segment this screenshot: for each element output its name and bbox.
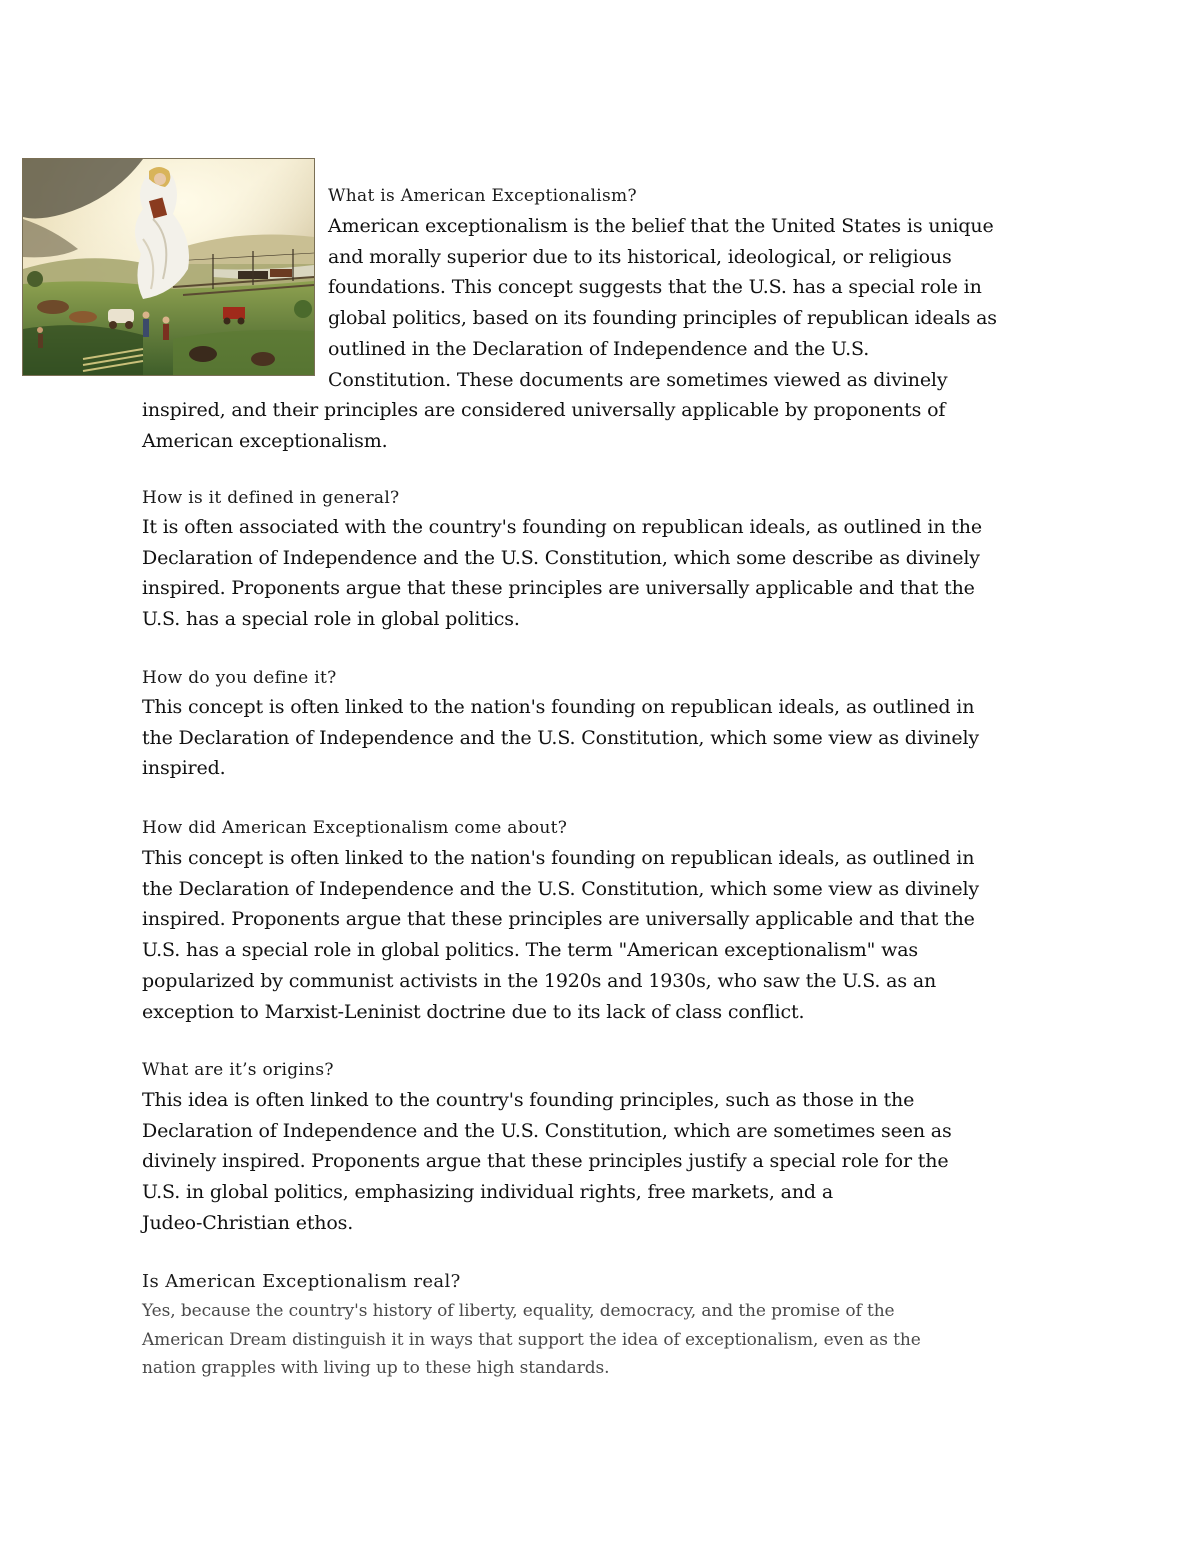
painting-illustration [23,159,314,375]
section2-line: It is often associated with the country's founding on republican ideals, as outlined in the [142,516,982,538]
section5-line: This idea is often linked to the country's founding principles, such as those in the [142,1089,915,1111]
section3-heading: How do you define it? [142,668,337,688]
section3-line: inspired. [142,757,226,780]
section4-heading: How did American Exceptionalism come about? [142,818,568,838]
section1-line: inspired, and their principles are considered universally applicable by proponents of [142,399,946,421]
section2-heading: How is it defined in general? [142,488,400,508]
section3-line: the Declaration of Independence and the U.S. Constitution, which some view as divinely [142,726,979,749]
section4-line: exception to Marxist-Leninist doctrine due to its lack of class conflict. [142,1000,805,1023]
section1-line: outlined in the Declaration of Independence and the U.S. [328,337,870,360]
section4-line: This concept is often linked to the nation's founding on republican ideals, as outlined in [142,847,975,869]
section5-heading: What are it’s origins? [142,1060,334,1080]
section6-heading: Is American Exceptionalism real? [142,1271,461,1292]
section5-line: U.S. in global politics, emphasizing individual rights, free markets, and a [142,1181,834,1204]
section4-line: U.S. has a special role in global politics. The term "American exceptionalism" was [142,939,919,962]
section4-line: popularized by communist activists in the 1920s and 1930s, who saw the U.S. as an [142,969,937,992]
section1-body-full [142,395,945,456]
section1-heading: What is American Exceptionalism? [328,186,637,206]
painting-image [22,158,315,376]
section5-body [142,1085,952,1239]
section1-line: foundations. This concept suggests that the U.S. has a special role in [328,276,982,299]
section2-body [142,512,982,635]
section6-line: American Dream distinguish it in ways that support the idea of exceptionalism, even as the [142,1329,921,1350]
section1-line: and morally superior due to its historical, ideological, or religious [328,245,952,268]
section5-line: Judeo-Christian ethos. [142,1211,354,1234]
section5-line: Declaration of Independence and the U.S. Constitution, which are sometimes seen as [142,1119,952,1142]
section3-body [142,692,979,784]
section1-line: Constitution. These documents are sometimes viewed as divinely [328,368,948,391]
section2-line: Declaration of Independence and the U.S. Constitution, which some describe as divinely [142,546,980,569]
section5-line: divinely inspired. Proponents argue that these principles justify a special role for the [142,1150,949,1173]
section2-line: U.S. has a special role in global politics. [142,608,520,631]
section2-line: inspired. Proponents argue that these principles are universally applicable and that the [142,577,975,600]
section6-body [142,1297,921,1383]
section4-line: inspired. Proponents argue that these principles are universally applicable and that the [142,908,975,931]
section4-line: the Declaration of Independence and the U.S. Constitution, which some view as divinely [142,877,979,900]
section1-body-wrapped [328,211,997,395]
section1-line: American exceptionalism. [142,429,388,452]
section4-body [142,843,979,1027]
section1-line: American exceptionalism is the belief that the United States is unique [328,215,994,237]
section6-line: Yes, because the country's history of liberty, equality, democracy, and the promise of the [142,1301,895,1321]
section3-line: This concept is often linked to the nation's founding on republican ideals, as outlined in [142,696,975,718]
section6-line: nation grapples with living up to these high standards. [142,1358,610,1378]
section1-line: global politics, based on its founding principles of republican ideals as [328,307,997,330]
